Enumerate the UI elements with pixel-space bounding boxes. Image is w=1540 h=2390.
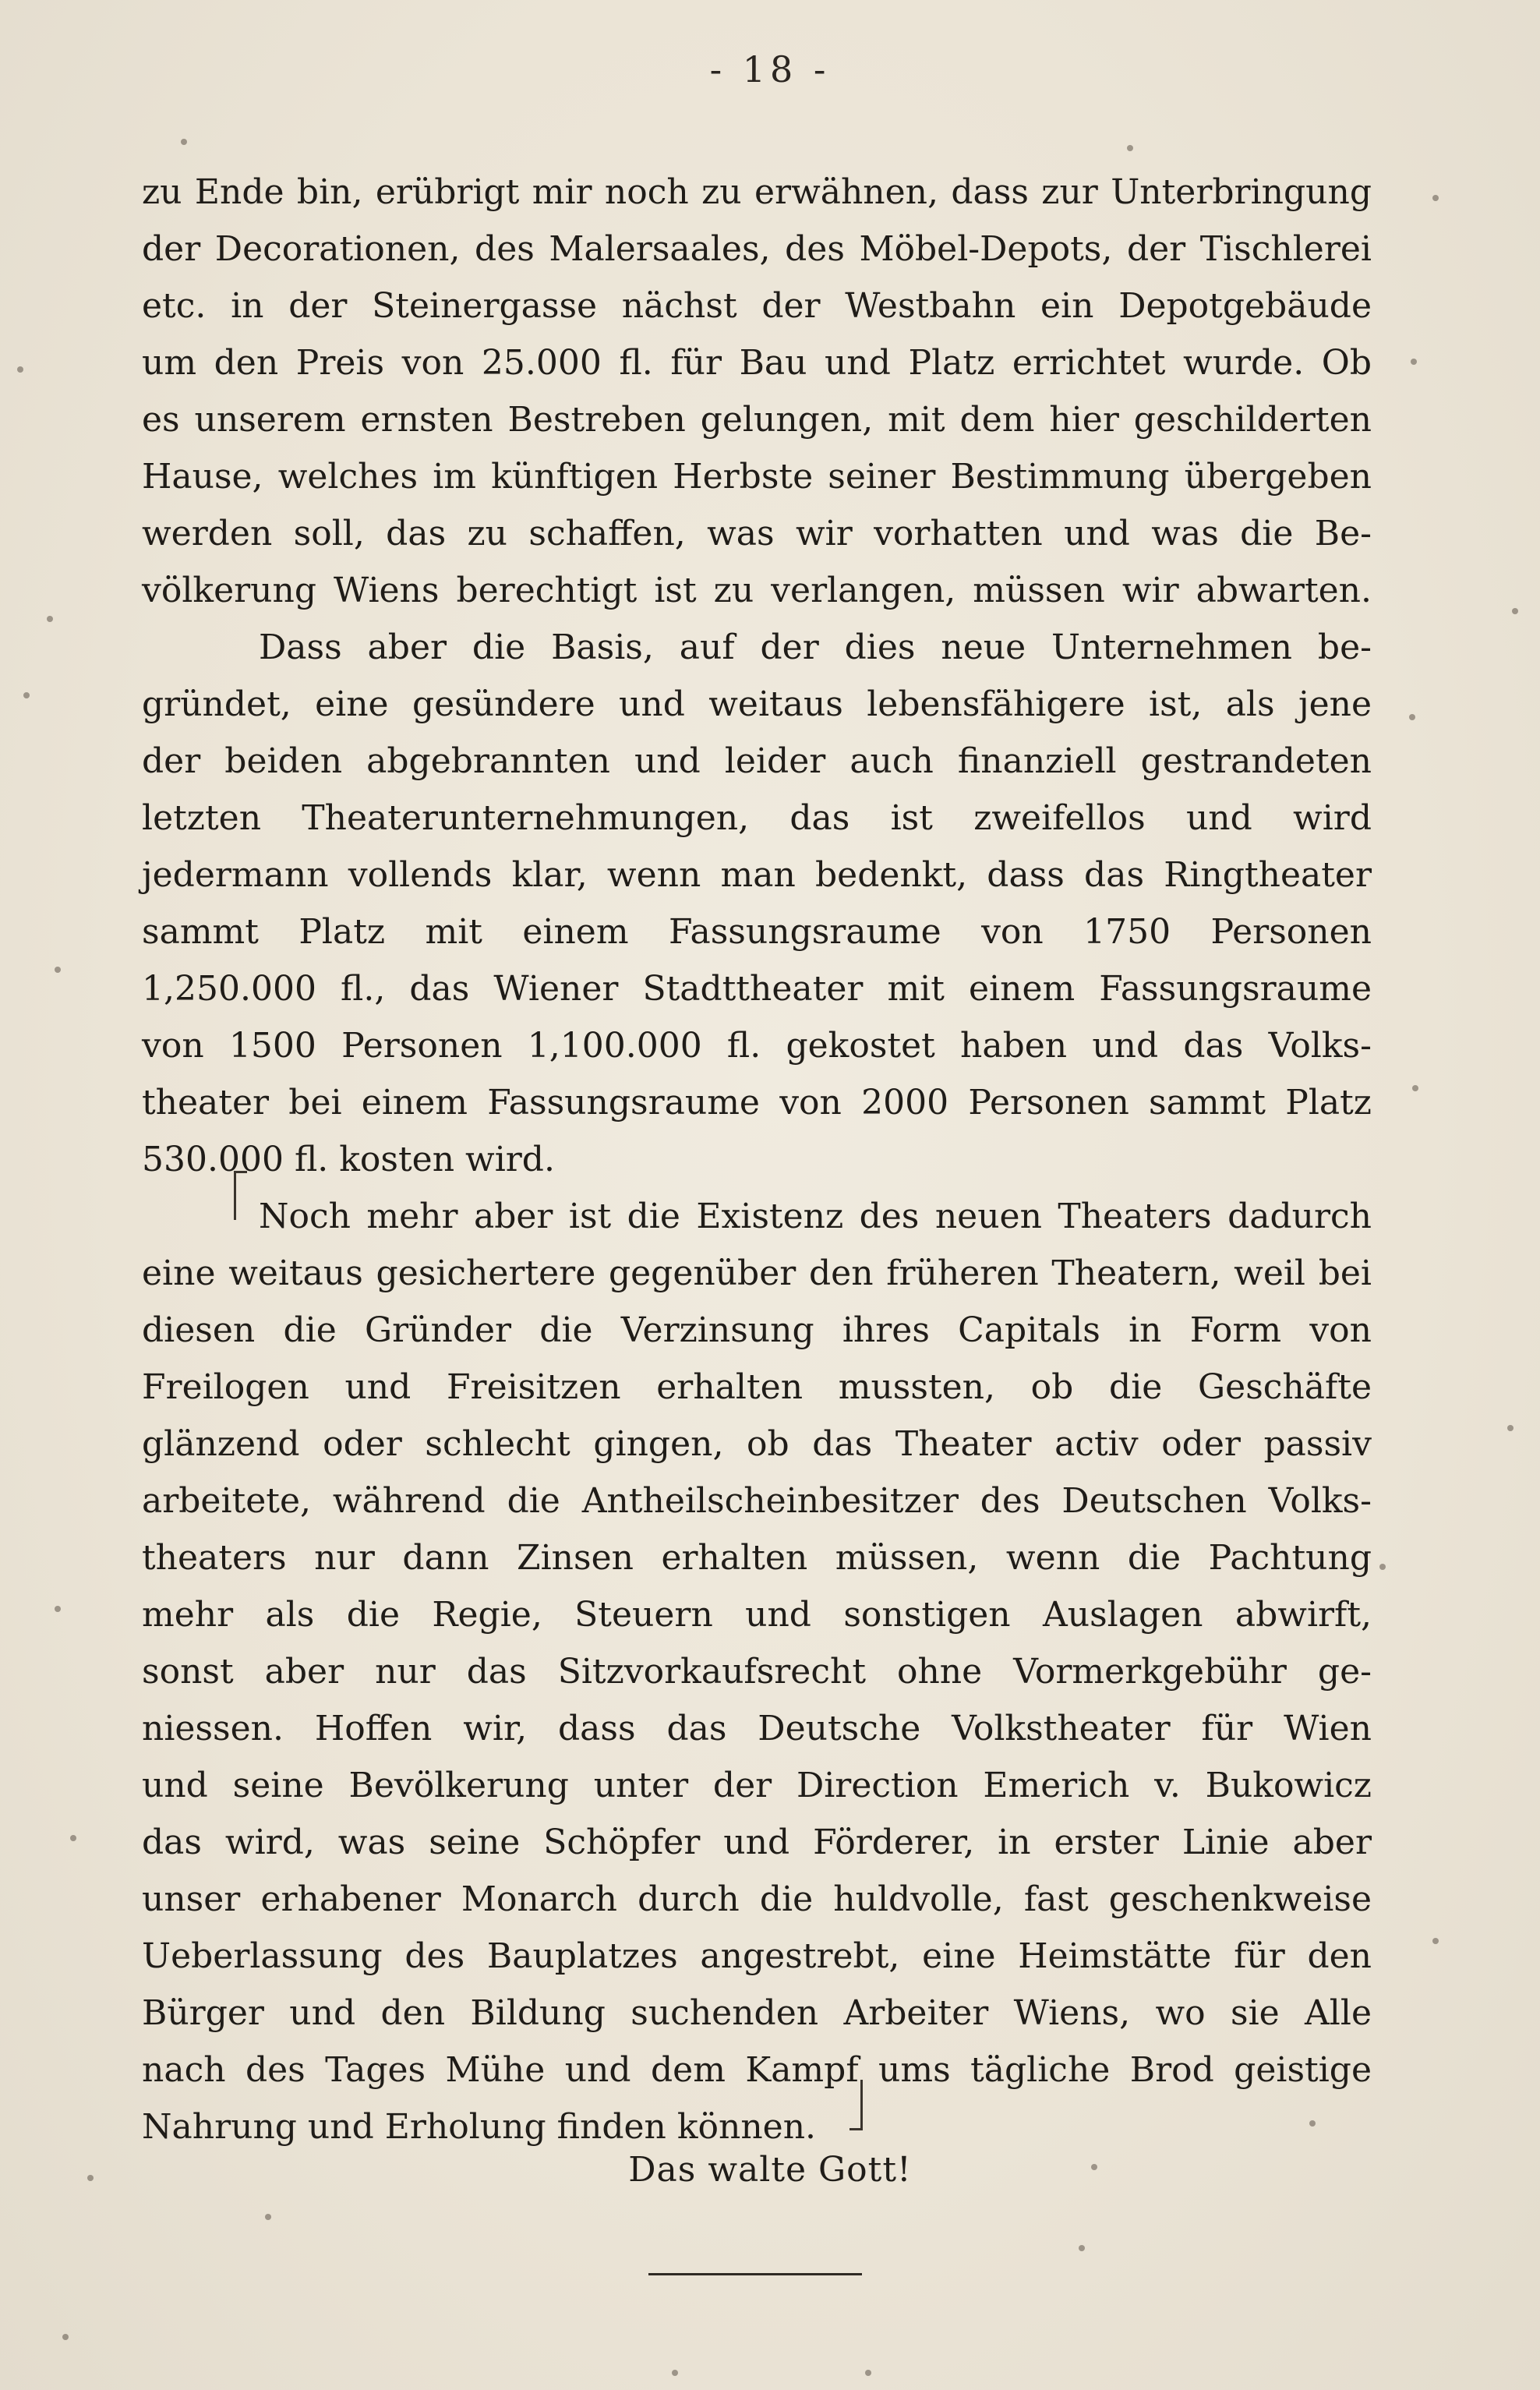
text-line: unser erhabener Monarch durch die huldvolle, fast geschenkweise <box>142 1879 1372 1919</box>
text-line: Freilogen und Freisitzen erhalten mussten, ob die Geschäfte <box>142 1367 1372 1407</box>
text-line: sammt Platz mit einem Fassungsraume von 1750 Personen <box>142 912 1372 952</box>
text-line: werden soll, das zu schaffen, was wir vorhatten und was die Be- <box>142 514 1372 553</box>
paper-speck <box>47 616 53 622</box>
paragraph-end-line: 530.000 fl. kosten wird. <box>142 1140 555 1179</box>
text-line: letzten Theaterunternehmungen, das ist zweifellos und wird <box>142 798 1372 838</box>
paper-speck <box>1309 2120 1316 2127</box>
paper-speck <box>865 2370 871 2376</box>
paragraph-start-line: Dass aber die Basis, auf der dies neue Unternehmen be- <box>259 628 1372 667</box>
text-line: diesen die Gründer die Verzinsung ihres Capitals in Form von <box>142 1310 1372 1350</box>
paper-speck <box>62 2334 69 2340</box>
paper-speck <box>1507 1425 1514 1431</box>
paper-speck <box>1127 145 1133 151</box>
text-line: glänzend oder schlecht gingen, ob das Theater activ oder passiv <box>142 1424 1372 1464</box>
paper-speck <box>1432 195 1439 201</box>
paper-speck <box>1379 1564 1386 1570</box>
paper-speck <box>1512 608 1518 614</box>
text-line: gründet, eine gesündere und weitaus lebensfähigere ist, als jene <box>142 684 1372 724</box>
paper-speck <box>55 967 61 973</box>
text-line: zu Ende bin, erübrigt mir noch zu erwähnen, dass zur Unterbringung <box>142 172 1372 212</box>
paper-speck <box>1091 2164 1097 2170</box>
pencil-bracket-close <box>849 2080 863 2130</box>
text-line: um den Preis von 25.000 fl. für Bau und Platz errichtet wurde. Ob <box>142 343 1372 383</box>
paper-speck <box>1411 359 1417 365</box>
text-line: mehr als die Regie, Steuern und sonstigen Auslagen abwirft, <box>142 1595 1372 1635</box>
text-line: theaters nur dann Zinsen erhalten müssen, wenn die Pachtung <box>142 1538 1372 1578</box>
paper-speck <box>181 139 187 145</box>
text-line: 1,250.000 fl., das Wiener Stadttheater mit einem Fassungsraume <box>142 969 1372 1009</box>
text-line: von 1500 Personen 1,100.000 fl. gekostet haben und das Volks- <box>142 1026 1372 1066</box>
paper-speck <box>1079 2245 1085 2251</box>
pencil-bracket-open <box>234 1171 247 1220</box>
text-line: es unserem ernsten Bestreben gelungen, mit dem hier geschilderten <box>142 400 1372 440</box>
text-line: völkerung Wiens berechtigt ist zu verlangen, müssen wir abwarten. <box>142 571 1372 610</box>
paper-speck <box>87 2175 94 2181</box>
page-number: - 18 - <box>709 48 831 90</box>
paper-speck <box>17 366 23 373</box>
paper-speck <box>1409 714 1415 720</box>
text-line: etc. in der Steinergasse nächst der Westbahn ein Depotgebäude <box>142 286 1372 326</box>
paper-speck <box>1412 1085 1418 1091</box>
paper-speck <box>672 2370 678 2376</box>
text-line: Hause, welches im künftigen Herbste seiner Bestimmung übergeben <box>142 457 1372 497</box>
closing-line: Das walte Gott! <box>628 2150 912 2190</box>
text-line: jedermann vollends klar, wenn man bedenkt, dass das Ringtheater <box>142 855 1372 895</box>
paper-speck <box>1432 1938 1439 1944</box>
text-line: nach des Tages Mühe und dem Kampf ums tägliche Brod geistige <box>142 2050 1372 2090</box>
paper-speck <box>55 1606 61 1612</box>
paper-speck <box>265 2214 271 2220</box>
text-line: sonst aber nur das Sitzvorkaufsrecht ohne Vormerkgebühr ge- <box>142 1652 1372 1692</box>
text-line: Bürger und den Bildung suchenden Arbeiter Wiens, wo sie Alle <box>142 1993 1372 2033</box>
text-line: theater bei einem Fassungsraume von 2000 Personen sammt Platz <box>142 1083 1372 1123</box>
body-text <box>142 164 1372 2155</box>
text-line: das wird, was seine Schöpfer und Förderer, in erster Linie aber <box>142 1823 1372 1862</box>
text-line: Ueberlassung des Bauplatzes angestrebt, eine Heimstätte für den <box>142 1936 1372 1976</box>
text-line: der beiden abgebrannten und leider auch finanziell gestrandeten <box>142 741 1372 781</box>
text-line: und seine Bevölkerung unter der Direction Emerich v. Bukowicz <box>142 1766 1372 1805</box>
text-line: arbeitete, während die Antheilscheinbesitzer des Deutschen Volks- <box>142 1481 1372 1521</box>
text-line: der Decorationen, des Malersaales, des Möbel-Depots, der Tischlerei <box>142 229 1372 269</box>
text-line: eine weitaus gesichertere gegenüber den früheren Theatern, weil bei <box>142 1253 1372 1293</box>
end-rule <box>648 2273 862 2275</box>
paragraph-end-line: Nahrung und Erholung finden können. <box>142 2107 817 2147</box>
text-line: niessen. Hoffen wir, dass das Deutsche Volkstheater für Wien <box>142 1709 1372 1748</box>
paper-speck <box>70 1835 76 1841</box>
paper-speck <box>23 692 30 698</box>
paragraph-start-line: Noch mehr aber ist die Existenz des neuen Theaters dadurch <box>259 1197 1372 1236</box>
